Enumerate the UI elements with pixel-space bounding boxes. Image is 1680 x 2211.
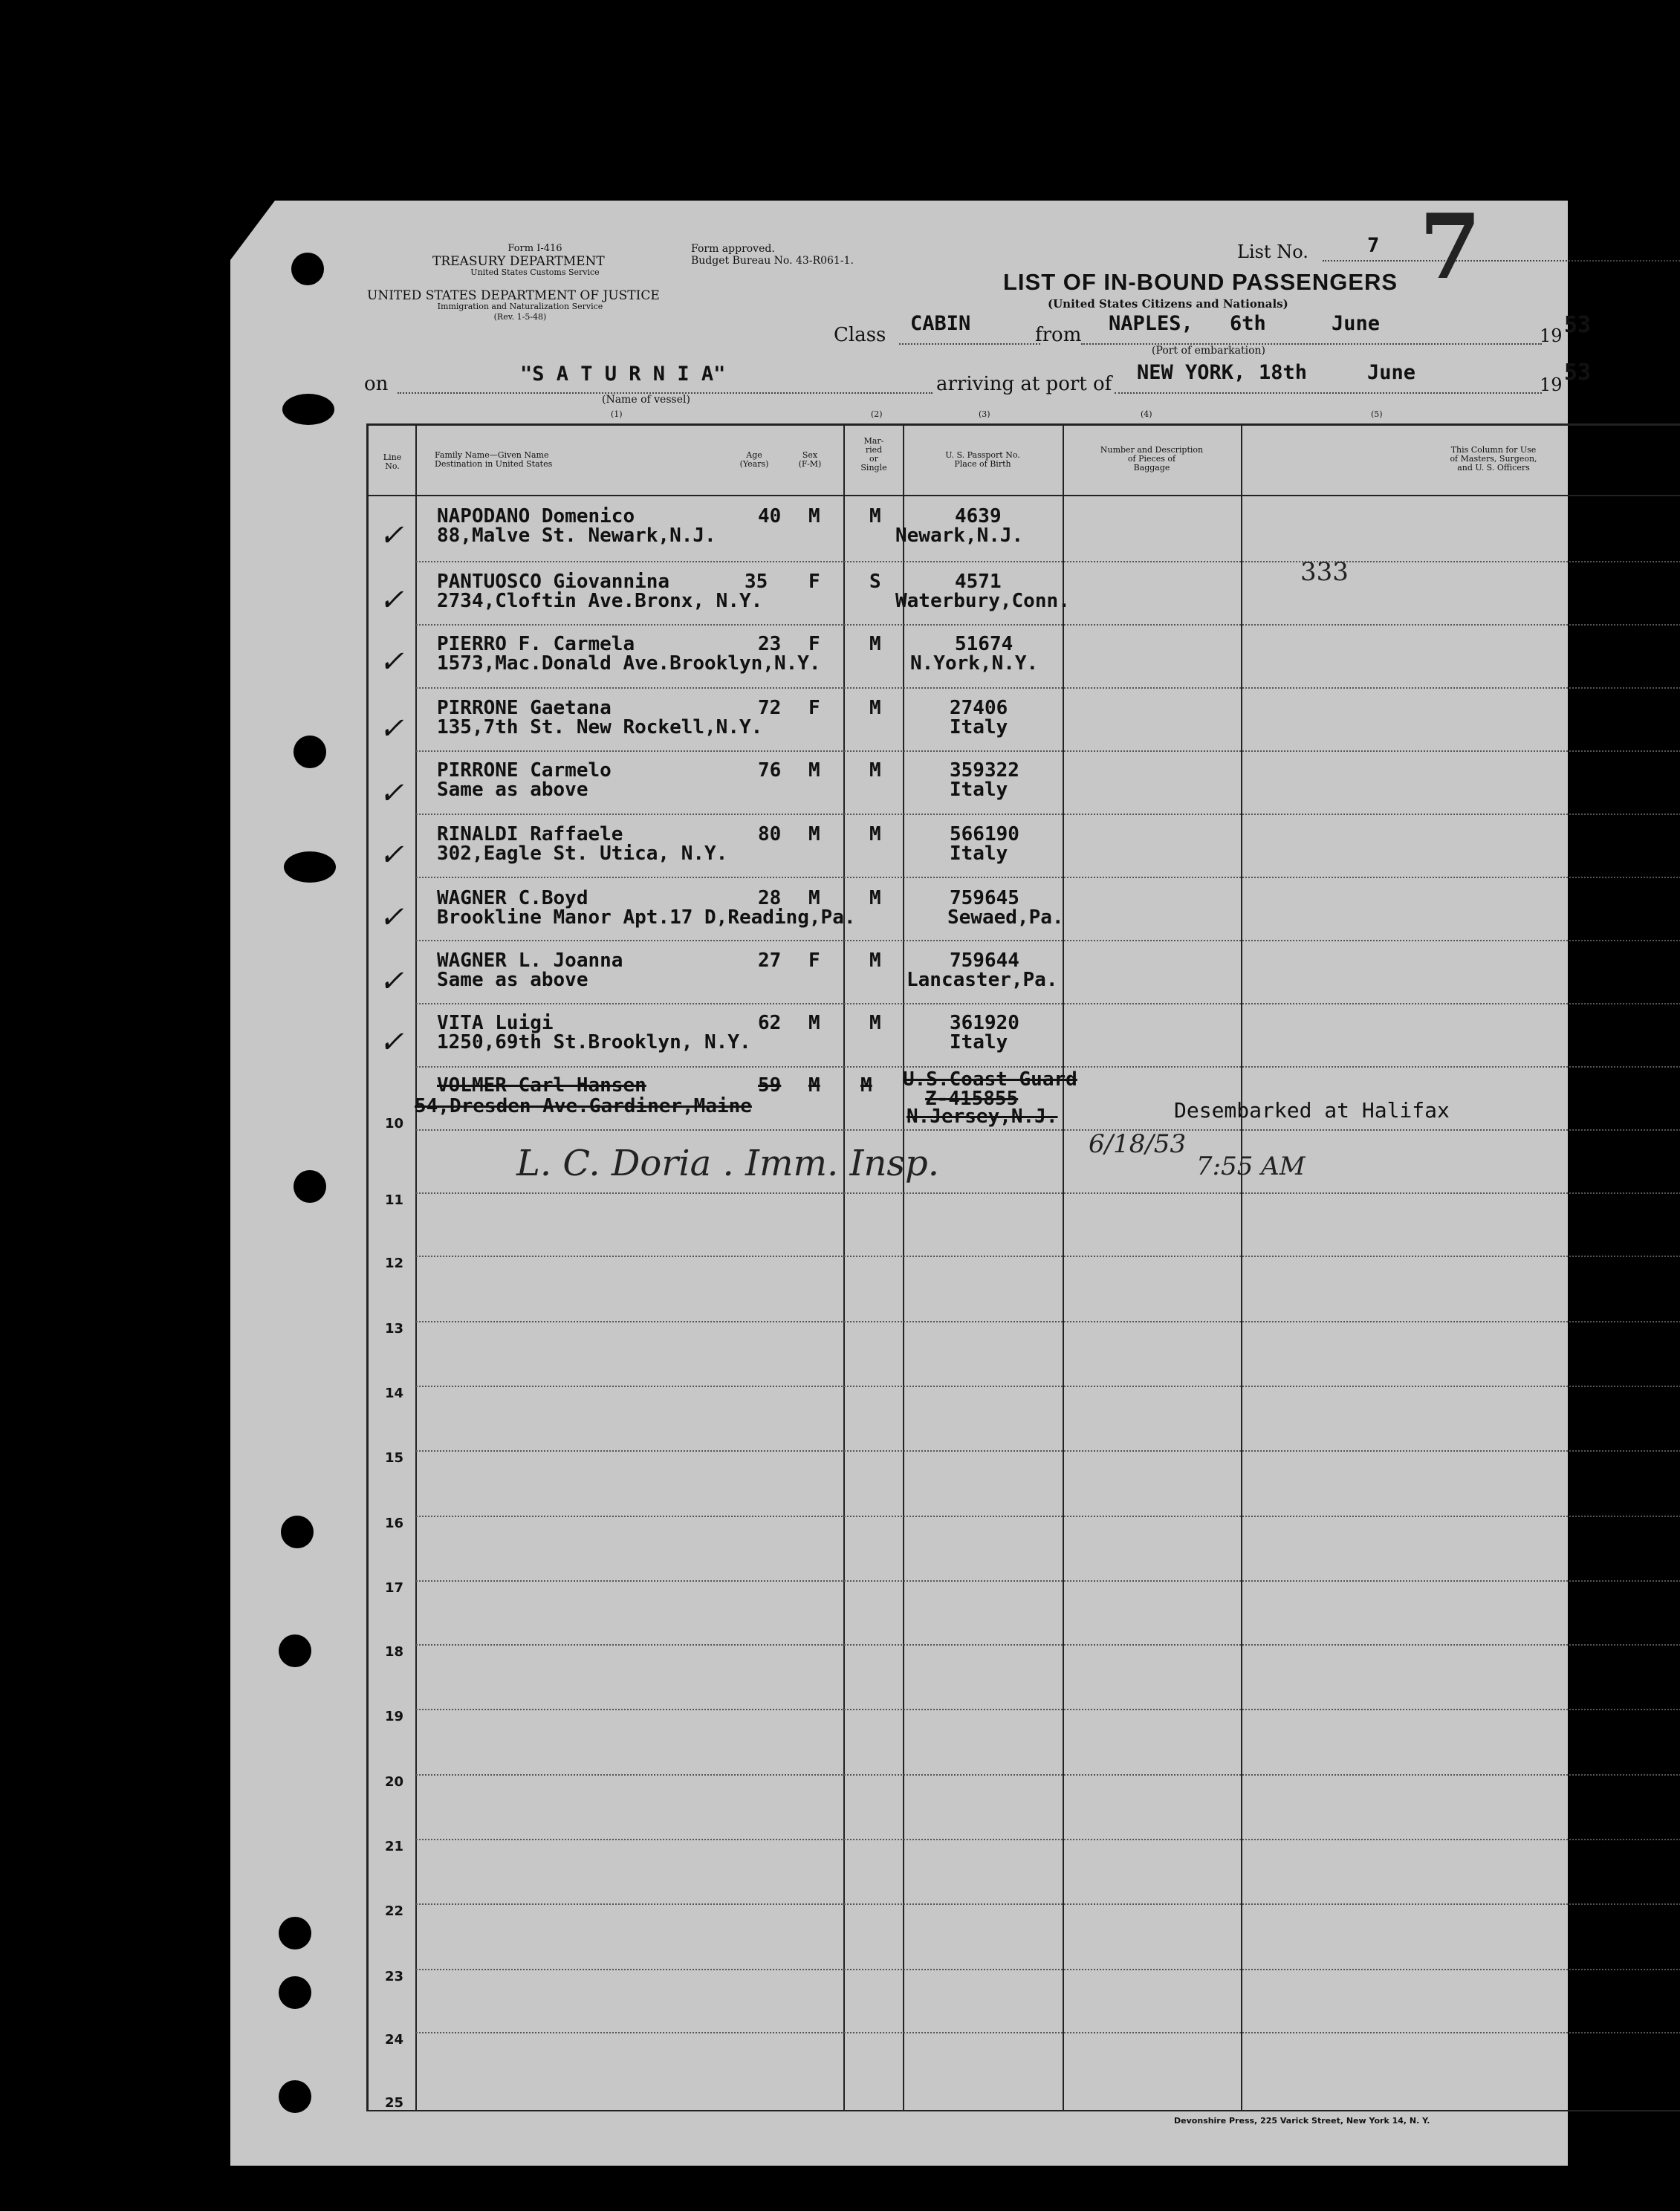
customs-service: United States Customs Service (470, 267, 600, 277)
passenger-passport: 359322 (950, 759, 1019, 782)
row-divider (416, 1129, 1680, 1131)
passenger-address: Same as above (437, 779, 588, 801)
check-mark: ✓ (379, 583, 404, 617)
row-divider (416, 1774, 1680, 1776)
binder-hole (279, 1634, 311, 1667)
passenger-birthplace: Lancaster,Pa. (907, 969, 1058, 991)
row-divider (416, 1003, 1680, 1004)
row-divider (416, 1066, 1680, 1068)
hdr-age: Age (746, 450, 762, 460)
class-line (899, 343, 1040, 345)
row-divider (416, 1516, 1680, 1517)
row-divider (416, 814, 1680, 815)
from-year: 53 (1564, 312, 1592, 338)
row-divider (416, 624, 1680, 626)
arrive-year: 53 (1564, 360, 1592, 386)
hdr-passport: U. S. Passport No. (945, 450, 1020, 460)
row-divider (416, 1256, 1680, 1257)
row-divider (416, 1192, 1680, 1194)
on-label: on (364, 373, 389, 395)
passenger-sex: M (808, 1074, 820, 1097)
class-label: Class (834, 324, 886, 346)
col-line-baggage (1063, 423, 1064, 2110)
row-number: 19 (384, 1709, 403, 1724)
document-subtitle: (United States Citizens and Nationals) (1048, 297, 1288, 311)
printer-footer: Devonshire Press, 225 Varick Street, New York 14, N. Y. (1174, 2116, 1430, 2126)
passenger-age: 35 (745, 571, 768, 593)
passenger-age: 59 (758, 1074, 782, 1097)
form-number: Form I-416 (507, 243, 562, 254)
passenger-married: M (869, 505, 881, 527)
passenger-passport: U.S.Coast Guard (903, 1068, 1077, 1091)
row-number: 15 (384, 1450, 403, 1466)
col-num-4: (4) (1141, 409, 1152, 419)
officer-remark: 333 (1300, 557, 1349, 587)
passenger-name: PIERRO F. Carmela (437, 633, 635, 655)
passenger-address: 88,Malve St. Newark,N.J. (437, 525, 716, 547)
binder-hole (281, 1516, 314, 1548)
row-divider (416, 940, 1680, 941)
hdr-officers-3: and U. S. Officers (1457, 463, 1530, 473)
passenger-passport-2: Z-415855 (925, 1088, 1019, 1110)
passenger-name: VITA Luigi (437, 1012, 554, 1034)
arriving-line (1115, 392, 1542, 394)
rev-date: (Rev. 1-5-48) (493, 312, 547, 322)
list-no-label: List No. (1237, 241, 1308, 262)
passenger-age: 62 (758, 1012, 782, 1034)
check-mark: ✓ (379, 964, 404, 999)
passenger-name: PIRRONE Gaetana (437, 697, 612, 719)
col-num-3: (3) (979, 409, 990, 419)
desembarked-note: Desembarked at Halifax (1174, 1098, 1450, 1123)
passenger-address: Brookline Manor Apt.17 D,Reading,Pa. (437, 906, 856, 929)
from-label: from (1035, 324, 1082, 346)
table-header-border (366, 495, 1680, 496)
hdr-line: Line (383, 452, 402, 462)
passenger-passport: 27406 (950, 697, 1008, 719)
passenger-passport: 759645 (950, 887, 1019, 909)
year-prefix-1: 19 (1540, 325, 1563, 346)
passenger-birthplace: Italy (950, 842, 1008, 865)
passenger-sex: F (808, 571, 820, 593)
passenger-passport: 361920 (950, 1012, 1019, 1034)
check-mark: ✓ (379, 1025, 404, 1059)
col-line-married (843, 423, 845, 2110)
col-num-5: (5) (1371, 409, 1383, 419)
passenger-name: PANTUOSCO Giovannina (437, 571, 670, 593)
passenger-birthplace: Newark,N.J. (895, 525, 1024, 547)
col-line-lineno (415, 423, 417, 2110)
binder-hole (279, 1976, 311, 2009)
passenger-birthplace: Italy (950, 779, 1008, 801)
passenger-sex: F (808, 949, 820, 972)
passenger-passport: 51674 (955, 633, 1013, 655)
list-no-value: 7 (1367, 234, 1380, 257)
from-day: 6th (1230, 312, 1266, 335)
list-no-line (1323, 260, 1680, 262)
budget-bureau: Budget Bureau No. 43-R061-1. (691, 255, 854, 267)
folded-corner (230, 201, 275, 260)
hdr-sex-fm: (F-M) (798, 459, 822, 469)
binder-hole (279, 1917, 311, 1949)
row-number: 13 (384, 1321, 403, 1337)
from-line (1081, 343, 1542, 345)
row-divider (416, 1969, 1680, 1970)
passenger-name: PIRRONE Carmelo (437, 759, 612, 782)
passenger-address: 1573,Mac.Donald Ave.Brooklyn,N.Y. (437, 652, 821, 675)
from-port: NAPLES, (1109, 312, 1193, 335)
inspection-date: 6/18/53 (1089, 1129, 1187, 1159)
passenger-married: M (869, 823, 881, 845)
passenger-birthplace: Italy (950, 1031, 1008, 1053)
hdr-baggage-1: Number and Description (1100, 445, 1204, 455)
row-number: 20 (384, 1774, 403, 1790)
passenger-birthplace: N.Jersey,N.J. (907, 1106, 1058, 1128)
year-prefix-2: 19 (1540, 374, 1563, 395)
passenger-sex: M (808, 823, 820, 845)
row-divider (416, 1450, 1680, 1452)
check-mark: ✓ (379, 645, 404, 679)
passenger-sex: F (808, 697, 820, 719)
hdr-officers-2: of Masters, Surgeon, (1450, 454, 1537, 464)
row-number: 21 (384, 1839, 403, 1854)
vessel-caption: (Name of vessel) (602, 394, 690, 406)
row-number: 14 (384, 1386, 403, 1401)
passenger-sex: M (808, 1012, 820, 1034)
hdr-or: or (869, 454, 878, 464)
hdr-family-name: Family Name—Given Name (435, 450, 549, 460)
ins-service: Immigration and Naturalization Service (437, 302, 603, 311)
hdr-ried: ried (865, 445, 883, 455)
passenger-name: WAGNER L. Joanna (437, 949, 623, 972)
passenger-age: 76 (758, 759, 782, 782)
row-number: 23 (384, 1969, 403, 1984)
passenger-age: 72 (758, 697, 782, 719)
row-number: 22 (384, 1903, 403, 1919)
passenger-address: 302,Eagle St. Utica, N.Y. (437, 842, 728, 865)
hdr-officers-1: This Column for Use (1450, 445, 1537, 455)
hdr-single: Single (860, 463, 887, 473)
col-num-1: (1) (611, 409, 623, 419)
arrive-day: 18th (1259, 361, 1308, 384)
passenger-age: 28 (758, 887, 782, 909)
hdr-birthplace: Place of Birth (954, 459, 1011, 469)
passenger-sex: M (808, 505, 820, 527)
passenger-passport: 4571 (955, 571, 1002, 593)
hdr-baggage-3: Baggage (1133, 463, 1170, 473)
hdr-baggage-2: of Pieces of (1127, 454, 1176, 464)
arrive-month: June (1367, 361, 1416, 384)
row-divider (416, 1580, 1680, 1582)
row-number: 10 (384, 1116, 403, 1132)
passenger-married: M (869, 949, 881, 972)
row-divider (416, 1386, 1680, 1387)
table-bottom-border (366, 2110, 1680, 2111)
passenger-sex: M (808, 759, 820, 782)
row-divider (416, 750, 1680, 752)
document-title: LIST OF IN-BOUND PASSENGERS (1003, 269, 1398, 295)
justice-dept: UNITED STATES DEPARTMENT OF JUSTICE (367, 288, 660, 303)
row-number: 18 (384, 1644, 403, 1660)
treasury-dept: TREASURY DEPARTMENT (432, 254, 605, 269)
row-divider (416, 877, 1680, 878)
from-month: June (1332, 312, 1381, 335)
check-mark: ✓ (379, 900, 404, 935)
passenger-passport: 4639 (955, 505, 1002, 527)
row-divider (416, 1321, 1680, 1322)
port-embark-caption: (Port of embarkation) (1152, 345, 1265, 357)
inspection-time: 7:55 AM (1196, 1152, 1306, 1181)
row-divider (416, 561, 1680, 562)
passenger-married: M (869, 633, 881, 655)
col-line-officers (1241, 423, 1242, 2110)
check-mark: ✓ (379, 519, 404, 553)
passenger-age: 23 (758, 633, 782, 655)
passenger-birthplace: Sewaed,Pa. (947, 906, 1064, 929)
passenger-married: M (869, 1012, 881, 1034)
col-line-passport (903, 423, 904, 2110)
passenger-name: RINALDI Raffaele (437, 823, 623, 845)
check-mark: ✓ (379, 776, 404, 811)
check-mark: ✓ (379, 838, 404, 872)
passenger-sex: M (808, 887, 820, 909)
passenger-sex: F (808, 633, 820, 655)
hdr-mar: Mar- (863, 436, 884, 446)
passenger-married: M (869, 697, 881, 719)
row-number: 17 (384, 1580, 403, 1596)
list-no-handwritten: 7 (1419, 195, 1482, 299)
passenger-birthplace: Waterbury,Conn. (895, 590, 1070, 612)
passenger-address: 54,Dresden Ave.Gardiner,Maine (415, 1095, 752, 1117)
passenger-address: 1250,69th St.Brooklyn, N.Y. (437, 1031, 751, 1053)
row-number: 25 (384, 2095, 403, 2111)
row-number: 12 (384, 1256, 403, 1271)
hdr-age-years: (Years) (739, 459, 769, 469)
passenger-address: Same as above (437, 969, 588, 991)
row-divider (416, 2032, 1680, 2033)
row-divider (416, 687, 1680, 689)
passenger-age: 27 (758, 949, 782, 972)
passenger-address: 135,7th St. New Rockell,N.Y. (437, 716, 763, 738)
vessel-name: "S A T U R N I A" (520, 363, 726, 386)
arriving-label: arriving at port of (936, 373, 1112, 395)
col-num-2: (2) (871, 409, 883, 419)
check-mark: ✓ (379, 712, 404, 746)
passenger-passport: 759644 (950, 949, 1019, 972)
class-value: CABIN (910, 312, 971, 335)
hdr-sex: Sex (802, 450, 818, 460)
row-divider (416, 1903, 1680, 1905)
row-divider (416, 1839, 1680, 1840)
passenger-name: WAGNER C.Boyd (437, 887, 588, 909)
passenger-married: S (869, 571, 881, 593)
passenger-birthplace: Italy (950, 716, 1008, 738)
inspector-signature: L. C. Doria . Imm. Insp. (516, 1143, 939, 1184)
passenger-married: M (860, 1074, 872, 1097)
passenger-passport: 566190 (950, 823, 1019, 845)
binder-hole (282, 394, 334, 425)
binder-hole (284, 851, 336, 883)
hdr-no: No. (385, 461, 400, 471)
passenger-age: 40 (758, 505, 782, 527)
row-divider (416, 1644, 1680, 1646)
binder-hole (293, 1170, 326, 1203)
binder-hole (279, 2080, 311, 2113)
row-number: 16 (384, 1516, 403, 1531)
form-approved: Form approved. (691, 243, 775, 255)
passenger-name: NAPODANO Domenico (437, 505, 635, 527)
document-page (230, 195, 1592, 2166)
row-number: 24 (384, 2032, 403, 2048)
passenger-married: M (869, 887, 881, 909)
row-number: 11 (384, 1192, 403, 1208)
arriving-port: NEW YORK, (1137, 361, 1246, 384)
passenger-birthplace: N.York,N.Y. (910, 652, 1039, 675)
binder-hole (293, 736, 326, 768)
binder-hole (291, 253, 324, 285)
table-top-border (366, 423, 1680, 426)
passenger-name: VOLMER Carl Hansen (437, 1074, 646, 1097)
passenger-married: M (869, 759, 881, 782)
passenger-age: 80 (758, 823, 782, 845)
hdr-destination: Destination in United States (435, 459, 553, 469)
row-divider (416, 1709, 1680, 1710)
passenger-address: 2734,Cloftin Ave.Bronx, N.Y. (437, 590, 763, 612)
